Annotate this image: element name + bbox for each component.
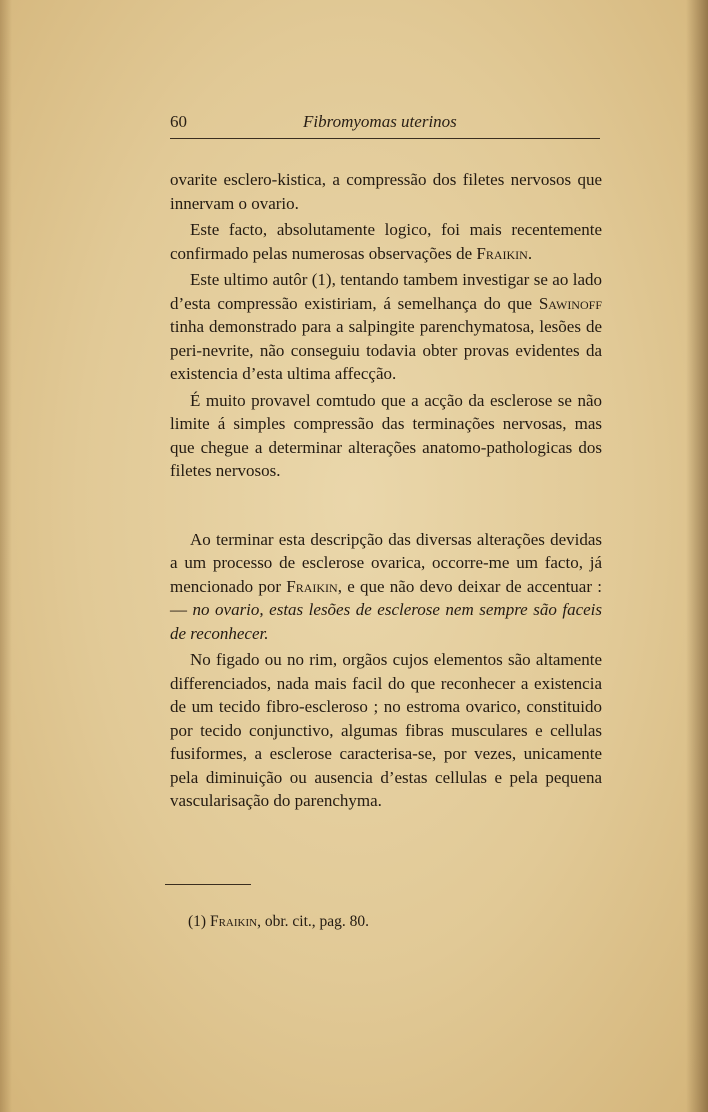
paragraph-5-text-middle: , e que não devo deixar de accentuar : — [170,576,602,619]
paragraph-3-text-before: Este ultimo autôr (1), tentando tambem investigar se ao lado d’esta compressão existiriam, á semelhança do que [170,270,602,313]
page-number: 60 [170,112,187,131]
running-title: Fibromyomas uterinos [303,112,457,131]
paragraph-5-text-before: Ao terminar esta descripção das diversas alterações devidas a um processo de esclerose ovarica, occorre-me um facto, já mencionado por [170,529,602,596]
author-name-fraikin: Fraikin [476,243,528,263]
footnote-marker: (1) [188,913,210,930]
paragraph-5-italic-text: no ovario, estas lesões de esclerose nem sempre são faceis de reconhecer. [170,600,603,643]
body-text [170,168,602,816]
author-name-sawinoff: Sawinoff [538,293,602,313]
running-head [170,112,600,139]
author-name-fraikin: Fraikin [286,576,338,596]
paragraph-4-text: É muito provavel comtudo que a acção da esclerose se não limite á simples compressão das terminações nervosas, mas que chegue a determinar alterações anatomo-pathologicas dos filetes nervosos. [170,390,602,480]
paragraph-1 [170,168,602,215]
footnote-author-name: Fraikin [209,913,258,930]
paragraph-2-text-before: Este facto, absolutamente logico, foi mais recentemente confirmado pelas numerosas observações de [170,220,602,263]
paragraph-5 [170,528,602,646]
footnote-text: , obr. cit., pag. 80. [257,913,370,930]
paragraph-6 [170,648,602,813]
footnote-divider [165,884,251,885]
paragraph-3-text-after: tinha demonstrado para a salpingite parenchymatosa, lesões de peri-nevrite, não conseguiu todavia obter provas evidentes da existencia d’esta ultima affecção. [170,317,602,383]
paragraph-3 [170,268,602,386]
footnote [188,913,588,931]
paragraph-4 [170,389,602,483]
paragraph-6-text: No figado ou no rim, orgãos cujos elementos são altamente differenciados, nada mais facil do que reconhecer a existencia de um tecido fibro-escleroso ; no estroma ovarico, constituido por tecido conjunctivo, algumas fibras musculares e cellulas fusiformes, a esclerose caracterisa-se, por vezes, unicamente pela diminuição ou ausencia d’estas cellulas e pela pequena vascularisação do parenchyma. [170,650,602,810]
paragraph-1-text: ovarite esclero-kistica, a compressão dos filetes nervosos que innervam o ovario. [170,170,602,213]
paragraph-2 [170,218,602,265]
paragraph-2-text-after: . [527,243,533,263]
